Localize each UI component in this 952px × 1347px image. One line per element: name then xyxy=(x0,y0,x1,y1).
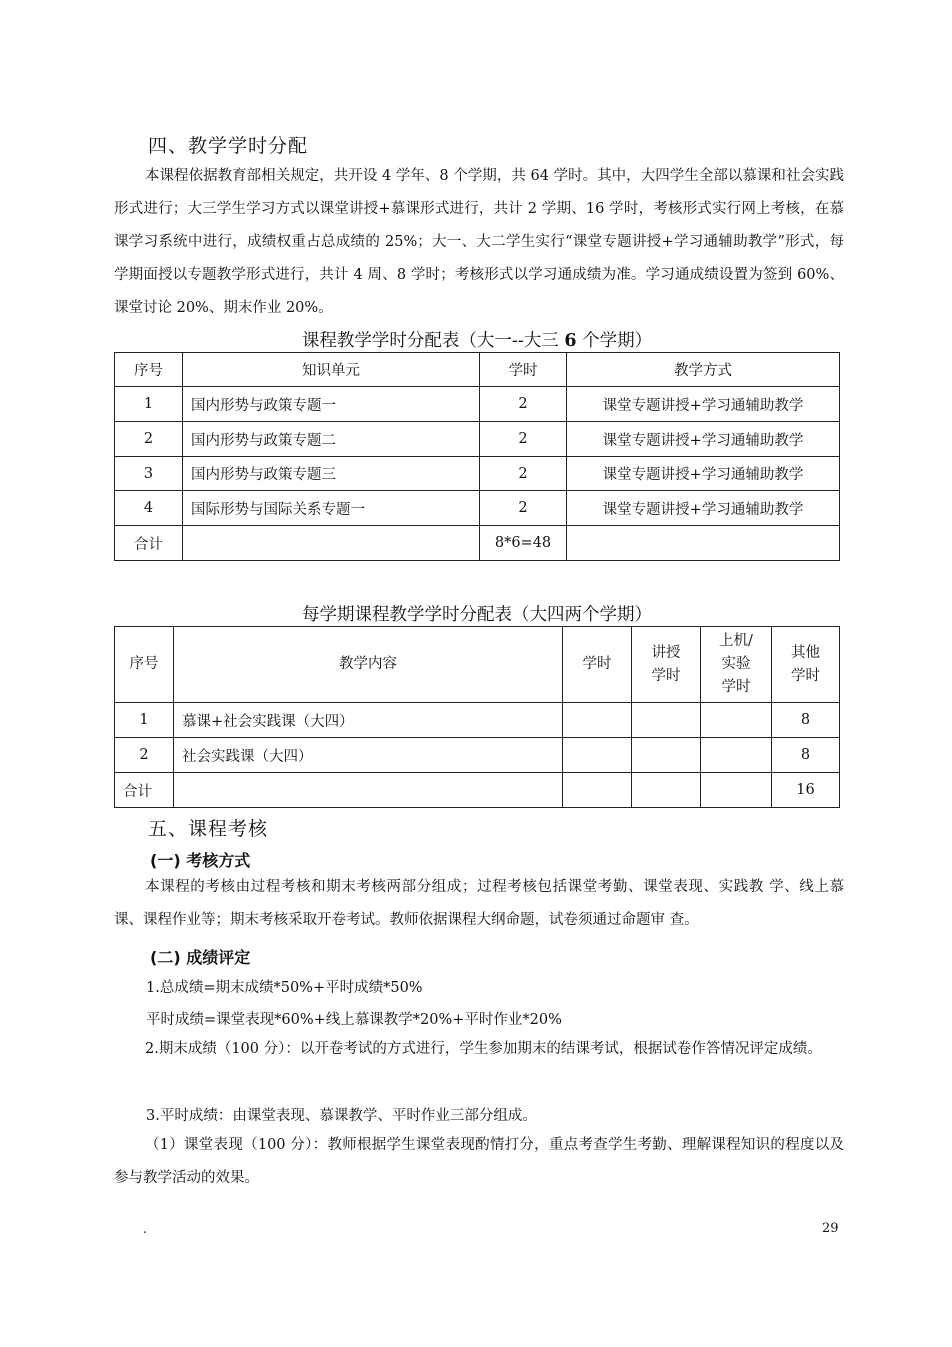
table1-cell: 3 xyxy=(115,457,183,491)
table1-row-total xyxy=(115,526,840,561)
table2-cell xyxy=(701,703,772,738)
grading-line-usual: 平时成绩=课堂表现*60%+线上慕课教学*20%+平时作业*20% xyxy=(146,1012,562,1028)
sub-heading-assessment-method: (一) 考核方式 xyxy=(150,851,251,870)
table1-cell: 序号 xyxy=(115,353,183,387)
table1-cell: 课堂专题讲授+学习通辅助教学 xyxy=(567,422,840,457)
table1-row-1 xyxy=(115,387,840,422)
table1-cell xyxy=(567,526,840,561)
table1-cell xyxy=(183,526,480,561)
table2-cell xyxy=(174,773,563,808)
section4-heading: 四、教学学时分配 xyxy=(148,135,309,157)
table1-row-header xyxy=(115,353,840,387)
table2-cell: 8 xyxy=(772,738,840,773)
footer-dot: . xyxy=(143,1222,148,1237)
table2-row-1 xyxy=(115,703,840,738)
section4-paragraph: 本课程依据教育部相关规定，共开设 4 学年、8 个学期，共 64 学时。其中，大四学生全部以慕课和社会实践形式进行；大三学生学习方式以课堂讲授+慕课形式进行，共计 2 学期、16 学时，考核形式实行网上考核，在慕课学习系统中进行，成绩权重占总成绩的 25%；大一、大二学生实行“课堂专题讲授+学习通辅助教学”形式，每学期面授以专题教学形式进行，共计 4 周、8 学时；考核形式以学习通成绩为准。学习通成绩设置为签到 60%、课堂讨论 20%、期末作业 20%。 xyxy=(114,168,844,316)
table1-caption-pre: 课程教学学时分配表（大一--大三 xyxy=(301,331,565,351)
table2-caption: 每学期课程教学学时分配表（大四两个学期） xyxy=(302,605,652,625)
table1-row-4 xyxy=(115,491,840,526)
table2-cell xyxy=(563,773,632,808)
table1-cell: 2 xyxy=(480,491,567,526)
table1-cell: 学时 xyxy=(480,353,567,387)
table2-cell xyxy=(632,773,701,808)
table2-cell xyxy=(701,738,772,773)
table1-cell: 国内形势与政策专题三 xyxy=(183,457,480,491)
table2-cell: 2 xyxy=(115,738,174,773)
table2-cell: 社会实践课（大四） xyxy=(174,738,563,773)
table1-cell: 课堂专题讲授+学习通辅助教学 xyxy=(567,491,840,526)
table2-cell: 16 xyxy=(772,773,840,808)
table2-cell: 序号 xyxy=(115,627,174,703)
table2-cell xyxy=(563,738,632,773)
table2-cell: 慕课+社会实践课（大四） xyxy=(174,703,563,738)
table1-caption xyxy=(114,327,840,352)
table2-cell: 其他 学时 xyxy=(772,627,840,703)
section5-heading: 五、课程考核 xyxy=(148,818,269,840)
table1-cell: 1 xyxy=(115,387,183,422)
table1-cell: 2 xyxy=(480,422,567,457)
table2-cell: 讲授 学时 xyxy=(632,627,701,703)
page-number: 29 xyxy=(822,1221,839,1236)
table1-cell: 2 xyxy=(480,457,567,491)
grading-line-usual-components: 3.平时成绩：由课堂表现、慕课教学、平时作业三部分组成。 xyxy=(146,1108,537,1124)
table2-row-2 xyxy=(115,738,840,773)
table2-cell: 合计 xyxy=(115,773,174,808)
table1-cell: 课堂专题讲授+学习通辅助教学 xyxy=(567,387,840,422)
table1-cell: 4 xyxy=(115,491,183,526)
table1-cell: 教学方式 xyxy=(567,353,840,387)
table1-cell: 8*6=48 xyxy=(480,526,567,561)
table1 xyxy=(114,352,840,561)
assessment-method-paragraph: 本课程的考核由过程考核和期末考核两部分组成；过程考核包括课堂考勤、课堂表现、实践教 学、线上慕课、课程作业等；期末考核采取开卷考试。教师依据课程大纲命题，试卷须通过命题审 查。 xyxy=(114,879,844,928)
table1-row-3 xyxy=(115,457,840,491)
table1-cell: 国内形势与政策专题二 xyxy=(183,422,480,457)
table1-cell: 课堂专题讲授+学习通辅助教学 xyxy=(567,457,840,491)
table1-cell: 国际形势与国际关系专题一 xyxy=(183,491,480,526)
table2-cell xyxy=(701,773,772,808)
sub-heading-grading: (二) 成绩评定 xyxy=(150,948,251,967)
table2-cell xyxy=(563,703,632,738)
table1-cell: 国内形势与政策专题一 xyxy=(183,387,480,422)
table1-cell: 2 xyxy=(115,422,183,457)
grading-paragraph-final: 2.期末成绩（100 分）：以开卷考试的方式进行，学生参加期末的结课考试，根据试卷作答情况评定成绩。 xyxy=(145,1041,822,1057)
table2-cell: 学时 xyxy=(563,627,632,703)
table2-row-total xyxy=(115,773,840,808)
table2-cell: 8 xyxy=(772,703,840,738)
table1-caption-bold: 6 xyxy=(564,331,577,351)
table2-row-header xyxy=(115,627,840,703)
table1-cell: 知识单元 xyxy=(183,353,480,387)
table2-cell: 上机/ 实验 学时 xyxy=(701,627,772,703)
table1-caption-post: 个学期） xyxy=(576,331,653,351)
table2-cell xyxy=(632,738,701,773)
table2-cell xyxy=(632,703,701,738)
table1-cell: 2 xyxy=(480,387,567,422)
table1-row-2 xyxy=(115,422,840,457)
grading-line-total: 1.总成绩=期末成绩*50%+平时成绩*50% xyxy=(146,980,423,996)
table2-cell: 1 xyxy=(115,703,174,738)
table2 xyxy=(114,626,840,808)
grading-paragraph-class-performance: （1）课堂表现（100 分）：教师根据学生课堂表现酌情打分，重点考查学生考勤、理解课程知识的程度以及参与教学活动的效果。 xyxy=(114,1137,844,1186)
table1-cell: 合计 xyxy=(115,526,183,561)
table2-cell: 教学内容 xyxy=(174,627,563,703)
